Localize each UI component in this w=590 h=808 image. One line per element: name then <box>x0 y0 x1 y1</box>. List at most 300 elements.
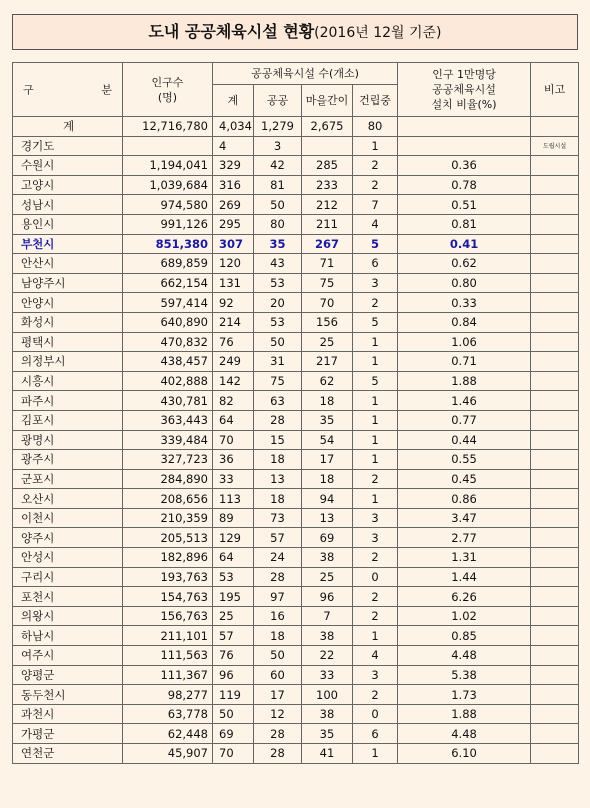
cell-note <box>531 685 579 705</box>
cell-population: 640,890 <box>123 312 213 332</box>
cell-construction: 1 <box>353 391 398 411</box>
cell-construction: 4 <box>353 646 398 666</box>
cell-total: 76 <box>213 646 254 666</box>
cell-public: 53 <box>254 273 302 293</box>
cell-name: 군포시 <box>13 469 123 489</box>
cell-total: 69 <box>213 724 254 744</box>
table-row <box>13 567 579 587</box>
cell-total: 119 <box>213 685 254 705</box>
cell-ratio: 0.55 <box>398 450 531 470</box>
cell-population: 193,763 <box>123 567 213 587</box>
table-row <box>13 548 579 568</box>
cell-public: 63 <box>254 391 302 411</box>
cell-village: 69 <box>302 528 353 548</box>
cell-name: 의왕시 <box>13 606 123 626</box>
cell-total: 295 <box>213 214 254 234</box>
cell-note <box>531 704 579 724</box>
table-row <box>13 685 579 705</box>
cell-village: 100 <box>302 685 353 705</box>
cell-name: 안산시 <box>13 254 123 274</box>
cell-total: 120 <box>213 254 254 274</box>
cell-note <box>531 469 579 489</box>
cell-name: 과천시 <box>13 704 123 724</box>
cell-population: 156,763 <box>123 606 213 626</box>
cell-village: 94 <box>302 489 353 509</box>
cell-total: 96 <box>213 665 254 685</box>
cell-ratio: 0.80 <box>398 273 531 293</box>
cell-construction: 4 <box>353 214 398 234</box>
cell-note <box>531 312 579 332</box>
cell-village: 212 <box>302 195 353 215</box>
cell-village: 18 <box>302 469 353 489</box>
cell-note <box>531 606 579 626</box>
cell-name: 의정부시 <box>13 352 123 372</box>
cell-village: 62 <box>302 371 353 391</box>
cell-ratio: 2.77 <box>398 528 531 548</box>
cell-public: 28 <box>254 567 302 587</box>
cell-village: 7 <box>302 606 353 626</box>
cell-population: 363,443 <box>123 410 213 430</box>
cell-construction: 1 <box>353 410 398 430</box>
cell-population: 974,580 <box>123 195 213 215</box>
cell-public: 28 <box>254 744 302 764</box>
cell-total: 142 <box>213 371 254 391</box>
table-row <box>13 117 579 137</box>
cell-population: 339,484 <box>123 430 213 450</box>
cell-public: 3 <box>254 136 302 156</box>
cell-note <box>531 214 579 234</box>
cell-public: 50 <box>254 195 302 215</box>
table-row <box>13 371 579 391</box>
cell-total: 53 <box>213 567 254 587</box>
cell-public: 28 <box>254 410 302 430</box>
cell-village: 41 <box>302 744 353 764</box>
cell-total: 25 <box>213 606 254 626</box>
cell-village: 17 <box>302 450 353 470</box>
cell-population: 1,039,684 <box>123 175 213 195</box>
table-row <box>13 704 579 724</box>
cell-total: 76 <box>213 332 254 352</box>
cell-ratio: 0.62 <box>398 254 531 274</box>
cell-construction: 2 <box>353 175 398 195</box>
cell-population <box>123 136 213 156</box>
cell-name: 오산시 <box>13 489 123 509</box>
cell-public: 15 <box>254 430 302 450</box>
cell-construction: 5 <box>353 312 398 332</box>
cell-population: 205,513 <box>123 528 213 548</box>
header-public: 공공 <box>254 85 302 117</box>
cell-name: 하남시 <box>13 626 123 646</box>
cell-construction: 2 <box>353 156 398 176</box>
cell-population: 1,194,041 <box>123 156 213 176</box>
cell-construction: 3 <box>353 508 398 528</box>
cell-population: 327,723 <box>123 450 213 470</box>
cell-population: 111,367 <box>123 665 213 685</box>
cell-total: 4 <box>213 136 254 156</box>
cell-ratio: 6.10 <box>398 744 531 764</box>
cell-total: 70 <box>213 744 254 764</box>
facilities-table <box>12 62 579 764</box>
cell-total: 36 <box>213 450 254 470</box>
cell-construction: 1 <box>353 136 398 156</box>
cell-ratio: 0.84 <box>398 312 531 332</box>
cell-name: 파주시 <box>13 391 123 411</box>
cell-ratio: 0.44 <box>398 430 531 450</box>
cell-public: 16 <box>254 606 302 626</box>
cell-village: 38 <box>302 548 353 568</box>
header-construction: 건립중 <box>353 85 398 117</box>
cell-total: 113 <box>213 489 254 509</box>
cell-public: 75 <box>254 371 302 391</box>
cell-note <box>531 508 579 528</box>
cell-note <box>531 156 579 176</box>
table-row <box>13 744 579 764</box>
cell-ratio: 0.81 <box>398 214 531 234</box>
cell-population: 208,656 <box>123 489 213 509</box>
cell-note <box>531 273 579 293</box>
cell-public: 57 <box>254 528 302 548</box>
cell-population: 98,277 <box>123 685 213 705</box>
cell-name: 화성시 <box>13 312 123 332</box>
cell-name: 평택시 <box>13 332 123 352</box>
cell-total: 214 <box>213 312 254 332</box>
cell-note <box>531 254 579 274</box>
cell-public: 13 <box>254 469 302 489</box>
cell-ratio: 1.31 <box>398 548 531 568</box>
cell-population: 12,716,780 <box>123 117 213 137</box>
cell-note <box>531 646 579 666</box>
cell-note <box>531 117 579 137</box>
cell-note <box>531 489 579 509</box>
cell-name: 남양주시 <box>13 273 123 293</box>
cell-name: 양주시 <box>13 528 123 548</box>
cell-total: 82 <box>213 391 254 411</box>
cell-name: 고양시 <box>13 175 123 195</box>
title-main: 도내 공공체육시설 현황 <box>148 22 315 41</box>
cell-construction: 3 <box>353 665 398 685</box>
cell-name: 안성시 <box>13 548 123 568</box>
header-gubun <box>13 63 123 117</box>
cell-public: 81 <box>254 175 302 195</box>
cell-note <box>531 548 579 568</box>
cell-note <box>531 175 579 195</box>
cell-name: 연천군 <box>13 744 123 764</box>
cell-total: 70 <box>213 430 254 450</box>
cell-population: 154,763 <box>123 587 213 607</box>
cell-name: 양평군 <box>13 665 123 685</box>
cell-ratio: 0.71 <box>398 352 531 372</box>
title-date: (2016년 12월 기준) <box>314 25 442 41</box>
cell-name: 김포시 <box>13 410 123 430</box>
cell-total: 92 <box>213 293 254 313</box>
table-row <box>13 214 579 234</box>
cell-population: 182,896 <box>123 548 213 568</box>
cell-construction: 7 <box>353 195 398 215</box>
cell-public: 60 <box>254 665 302 685</box>
cell-total: 329 <box>213 156 254 176</box>
cell-construction: 2 <box>353 587 398 607</box>
cell-construction: 1 <box>353 489 398 509</box>
cell-village: 70 <box>302 293 353 313</box>
cell-construction: 1 <box>353 332 398 352</box>
cell-population: 45,907 <box>123 744 213 764</box>
cell-public: 42 <box>254 156 302 176</box>
table-row <box>13 587 579 607</box>
cell-population: 62,448 <box>123 724 213 744</box>
cell-total: 316 <box>213 175 254 195</box>
cell-ratio: 0.77 <box>398 410 531 430</box>
cell-construction: 6 <box>353 254 398 274</box>
cell-ratio: 1.46 <box>398 391 531 411</box>
cell-ratio: 1.02 <box>398 606 531 626</box>
cell-construction: 3 <box>353 528 398 548</box>
cell-ratio: 5.38 <box>398 665 531 685</box>
cell-name: 용인시 <box>13 214 123 234</box>
cell-total: 89 <box>213 508 254 528</box>
page-title <box>12 14 578 50</box>
cell-village: 96 <box>302 587 353 607</box>
cell-village: 75 <box>302 273 353 293</box>
table-row <box>13 391 579 411</box>
table-row <box>13 626 579 646</box>
cell-total: 307 <box>213 234 254 254</box>
cell-note <box>531 234 579 254</box>
table-body <box>13 117 579 764</box>
cell-population: 430,781 <box>123 391 213 411</box>
table-row <box>13 665 579 685</box>
cell-ratio: 4.48 <box>398 646 531 666</box>
table-row <box>13 469 579 489</box>
cell-village: 35 <box>302 410 353 430</box>
cell-construction: 6 <box>353 724 398 744</box>
cell-construction: 80 <box>353 117 398 137</box>
cell-public: 24 <box>254 548 302 568</box>
cell-construction: 0 <box>353 704 398 724</box>
table-row <box>13 156 579 176</box>
cell-name: 수원시 <box>13 156 123 176</box>
cell-population: 402,888 <box>123 371 213 391</box>
cell-public: 35 <box>254 234 302 254</box>
cell-village: 25 <box>302 567 353 587</box>
cell-name: 부천시 <box>13 234 123 254</box>
cell-public: 18 <box>254 626 302 646</box>
cell-ratio: 0.85 <box>398 626 531 646</box>
cell-note <box>531 410 579 430</box>
cell-public: 20 <box>254 293 302 313</box>
cell-village: 233 <box>302 175 353 195</box>
cell-total: 131 <box>213 273 254 293</box>
cell-construction: 2 <box>353 685 398 705</box>
cell-construction: 1 <box>353 744 398 764</box>
cell-village: 217 <box>302 352 353 372</box>
table-row <box>13 234 579 254</box>
cell-name: 안양시 <box>13 293 123 313</box>
cell-ratio: 0.41 <box>398 234 531 254</box>
cell-ratio <box>398 117 531 137</box>
cell-construction: 2 <box>353 293 398 313</box>
cell-population: 597,414 <box>123 293 213 313</box>
header-population: 인구수 (명) <box>123 63 213 117</box>
cell-ratio: 1.06 <box>398 332 531 352</box>
cell-note <box>531 332 579 352</box>
cell-population: 438,457 <box>123 352 213 372</box>
cell-name: 광주시 <box>13 450 123 470</box>
header-village: 마을간이 <box>302 85 353 117</box>
cell-total: 269 <box>213 195 254 215</box>
cell-ratio: 1.88 <box>398 704 531 724</box>
cell-ratio: 6.26 <box>398 587 531 607</box>
cell-village: 18 <box>302 391 353 411</box>
cell-village: 38 <box>302 626 353 646</box>
table-row <box>13 273 579 293</box>
cell-note <box>531 371 579 391</box>
table-row <box>13 450 579 470</box>
cell-name: 포천시 <box>13 587 123 607</box>
cell-note <box>531 528 579 548</box>
cell-population: 111,563 <box>123 646 213 666</box>
cell-ratio <box>398 136 531 156</box>
cell-name: 계 <box>13 117 123 137</box>
cell-total: 129 <box>213 528 254 548</box>
table-row <box>13 332 579 352</box>
cell-total: 64 <box>213 410 254 430</box>
table-row <box>13 195 579 215</box>
cell-construction: 1 <box>353 626 398 646</box>
cell-public: 1,279 <box>254 117 302 137</box>
cell-ratio: 1.44 <box>398 567 531 587</box>
cell-note <box>531 352 579 372</box>
cell-population: 211,101 <box>123 626 213 646</box>
cell-construction: 2 <box>353 606 398 626</box>
cell-ratio: 1.88 <box>398 371 531 391</box>
table-row <box>13 430 579 450</box>
header-total: 계 <box>213 85 254 117</box>
cell-public: 31 <box>254 352 302 372</box>
cell-note <box>531 430 579 450</box>
cell-population: 284,890 <box>123 469 213 489</box>
table-row <box>13 410 579 430</box>
cell-ratio: 0.45 <box>398 469 531 489</box>
table-row <box>13 136 579 156</box>
cell-name: 광명시 <box>13 430 123 450</box>
cell-name: 동두천시 <box>13 685 123 705</box>
cell-note <box>531 626 579 646</box>
cell-note <box>531 724 579 744</box>
cell-name: 여주시 <box>13 646 123 666</box>
cell-village <box>302 136 353 156</box>
cell-public: 43 <box>254 254 302 274</box>
cell-note <box>531 665 579 685</box>
cell-public: 18 <box>254 489 302 509</box>
cell-total: 195 <box>213 587 254 607</box>
cell-name: 이천시 <box>13 508 123 528</box>
table-row <box>13 528 579 548</box>
cell-ratio: 0.78 <box>398 175 531 195</box>
cell-village: 22 <box>302 646 353 666</box>
cell-population: 63,778 <box>123 704 213 724</box>
header-gubun-right: 분 <box>101 83 112 96</box>
cell-construction: 1 <box>353 450 398 470</box>
cell-ratio: 1.73 <box>398 685 531 705</box>
cell-construction: 1 <box>353 352 398 372</box>
cell-ratio: 0.33 <box>398 293 531 313</box>
cell-note <box>531 567 579 587</box>
table-row <box>13 175 579 195</box>
cell-name: 가평군 <box>13 724 123 744</box>
cell-ratio: 0.86 <box>398 489 531 509</box>
cell-population: 470,832 <box>123 332 213 352</box>
table-row <box>13 293 579 313</box>
cell-note <box>531 391 579 411</box>
cell-public: 28 <box>254 724 302 744</box>
cell-construction: 2 <box>353 548 398 568</box>
cell-population: 689,859 <box>123 254 213 274</box>
cell-note: 도립시설 <box>531 136 579 156</box>
cell-population: 662,154 <box>123 273 213 293</box>
cell-total: 57 <box>213 626 254 646</box>
cell-note <box>531 293 579 313</box>
header-facilities-group: 공공체육시설 수(개소) <box>213 63 398 85</box>
table-row <box>13 646 579 666</box>
cell-ratio: 0.51 <box>398 195 531 215</box>
table-row <box>13 312 579 332</box>
header-ratio: 인구 1만명당 공공체육시설 설치 비율(%) <box>398 63 531 117</box>
table-row <box>13 352 579 372</box>
cell-construction: 0 <box>353 567 398 587</box>
cell-village: 33 <box>302 665 353 685</box>
cell-public: 12 <box>254 704 302 724</box>
cell-village: 25 <box>302 332 353 352</box>
cell-total: 50 <box>213 704 254 724</box>
cell-village: 285 <box>302 156 353 176</box>
cell-village: 211 <box>302 214 353 234</box>
cell-total: 4,034 <box>213 117 254 137</box>
cell-village: 38 <box>302 704 353 724</box>
table-row <box>13 724 579 744</box>
cell-total: 249 <box>213 352 254 372</box>
cell-public: 17 <box>254 685 302 705</box>
cell-construction: 1 <box>353 430 398 450</box>
cell-name: 경기도 <box>13 136 123 156</box>
cell-note <box>531 744 579 764</box>
cell-village: 156 <box>302 312 353 332</box>
cell-construction: 2 <box>353 469 398 489</box>
cell-name: 시흥시 <box>13 371 123 391</box>
cell-population: 210,359 <box>123 508 213 528</box>
cell-ratio: 0.36 <box>398 156 531 176</box>
cell-public: 80 <box>254 214 302 234</box>
cell-public: 97 <box>254 587 302 607</box>
cell-village: 35 <box>302 724 353 744</box>
cell-village: 54 <box>302 430 353 450</box>
cell-public: 50 <box>254 332 302 352</box>
cell-note <box>531 450 579 470</box>
cell-note <box>531 195 579 215</box>
cell-public: 53 <box>254 312 302 332</box>
table-row <box>13 254 579 274</box>
cell-village: 13 <box>302 508 353 528</box>
table-row <box>13 606 579 626</box>
cell-name: 구리시 <box>13 567 123 587</box>
header-remarks: 비고 <box>531 63 579 117</box>
cell-ratio: 3.47 <box>398 508 531 528</box>
cell-total: 33 <box>213 469 254 489</box>
cell-construction: 5 <box>353 371 398 391</box>
cell-note <box>531 587 579 607</box>
cell-name: 성남시 <box>13 195 123 215</box>
cell-construction: 3 <box>353 273 398 293</box>
cell-village: 71 <box>302 254 353 274</box>
